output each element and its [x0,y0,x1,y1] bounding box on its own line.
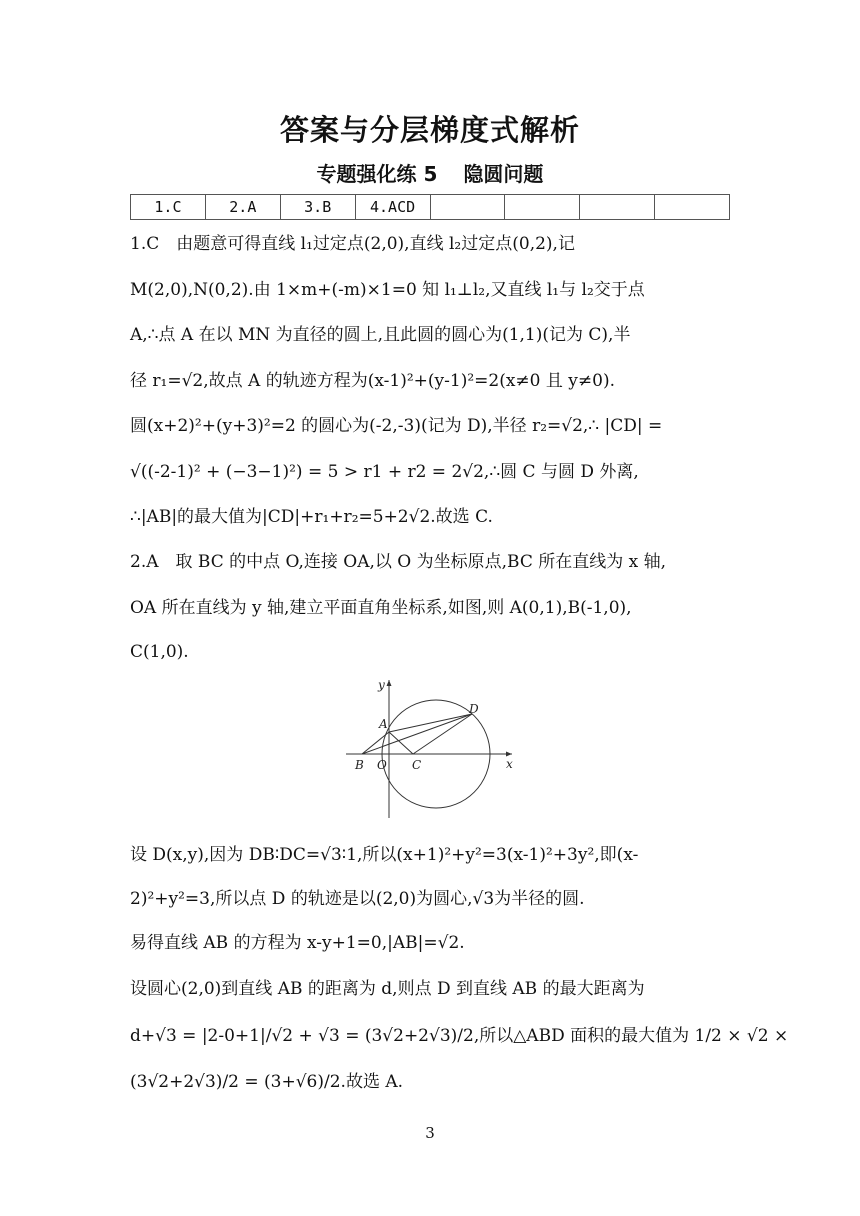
answer-cell [505,195,580,220]
subtitle-right: 隐圆问题 [463,162,544,186]
page-number: 3 [425,1124,435,1142]
document-title: 答案与分层梯度式解析 [279,113,580,147]
solution-line: C(1,0). [130,642,189,662]
solution-line: A,∴点 A 在以 MN 为直径的圆上,且此圆的圆心为(1,1)(记为 C),半 [130,325,631,345]
answer-cell [580,195,655,220]
coordinate-figure [342,676,522,822]
solution-line: 2.A 取 BC 的中点 O,连接 OA,以 O 为坐标原点,BC 所在直线为 x 轴, [130,552,667,572]
section-subtitle [0,158,860,187]
answer-cell [655,195,730,220]
solution-line: 设圆心(2,0)到直线 AB 的距离为 d,则点 D 到直线 AB 的最大距离为 [130,979,645,999]
subtitle-left: 专题强化练 5 [316,162,438,186]
label-y: y [378,678,385,692]
answer-cell: 4.ACD [355,195,430,220]
label-D: D [469,702,479,716]
segment-BA [362,732,389,754]
solution-line: ∴|AB|的最大值为|CD|+r₁+r₂=5+2√2.故选 C. [130,507,493,527]
label-B: B [355,758,364,772]
answer-cell: 2.A [205,195,280,220]
answer-table [130,194,730,220]
label-A: A [379,717,388,731]
solution-line: 易得直线 AB 的方程为 x-y+1=0,|AB|=√2. [130,933,465,953]
solution-line: d+√3 = |2-0+1|/√2 + √3 = (3√2+2√3)/2,所以△ABD 面积的最大值为 1/2 × √2 × [130,1026,789,1046]
solution-line: √((-2-1)² + (−3−1)²) = 5 > r1 + r2 = 2√2,∴圆 C 与圆 D 外离, [130,462,639,482]
label-O: O [377,758,387,772]
solution-line: 1.C 由题意可得直线 l₁过定点(2,0),直线 l₂过定点(0,2),记 [130,234,575,254]
label-C: C [412,758,422,772]
solution-line: M(2,0),N(0,2).由 1×m+(-m)×1=0 知 l₁⊥l₂,又直线 l₁与 l₂交于点 [130,280,645,300]
solution-line: 2)²+y²=3,所以点 D 的轨迹是以(2,0)为圆心,√3为半径的圆. [130,889,585,909]
solution-line: 圆(x+2)²+(y+3)²=2 的圆心为(-2,-3)(记为 D),半径 r₂=√2,∴ |CD| = [130,416,663,436]
y-axis-arrow [387,680,392,686]
label-x: x [506,757,513,771]
answer-cell: 1.C [131,195,206,220]
solution-line: (3√2+2√3)/2 = (3+√6)/2.故选 A. [130,1072,404,1092]
answer-cell: 3.B [280,195,355,220]
solution-line: OA 所在直线为 y 轴,建立平面直角坐标系,如图,则 A(0,1),B(-1,0), [130,598,632,618]
solution-line: 径 r₁=√2,故点 A 的轨迹方程为(x-1)²+(y-1)²=2(x≠0 且 y≠0). [130,371,615,391]
solution-line: 设 D(x,y),因为 DB∶DC=√3∶1,所以(x+1)²+y²=3(x-1)²+3y²,即(x- [130,845,639,865]
answer-cell [430,195,505,220]
x-axis-arrow [506,752,512,757]
